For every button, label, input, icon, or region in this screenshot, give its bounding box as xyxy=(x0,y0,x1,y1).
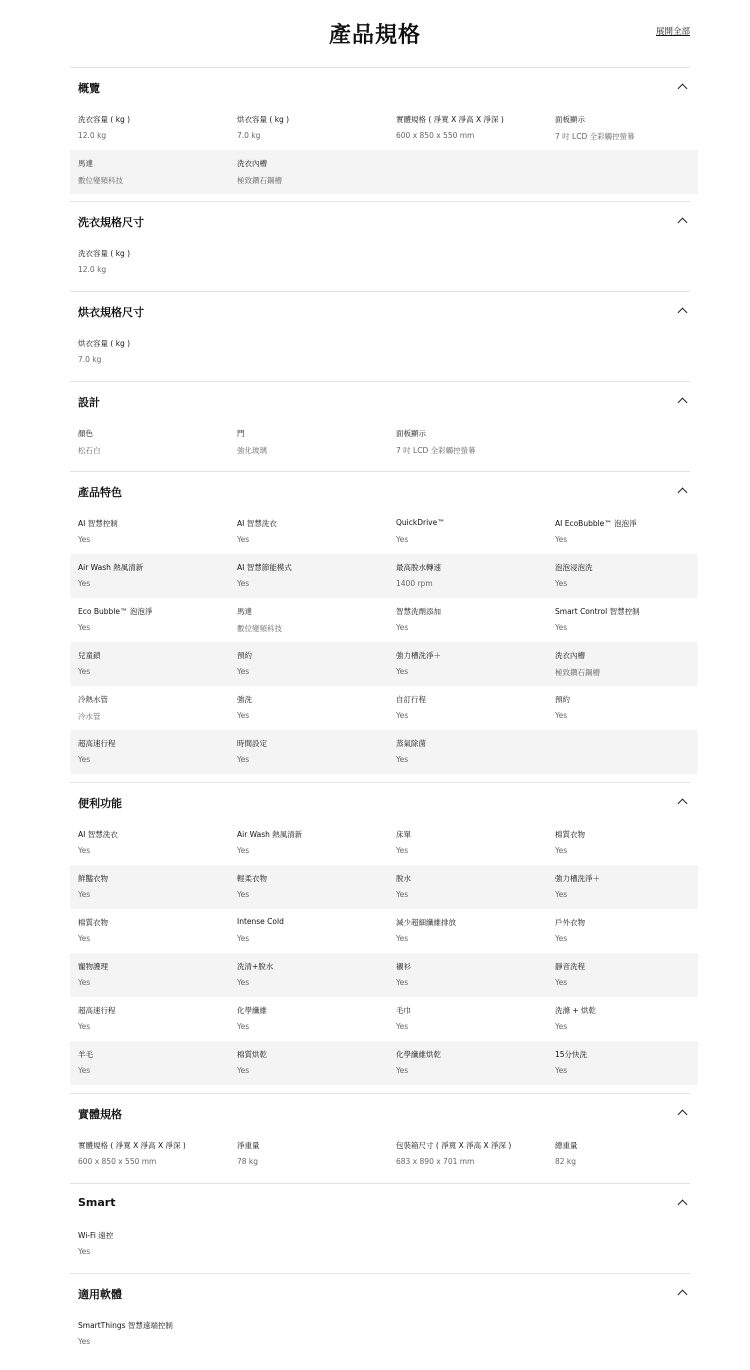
spec-label: Eco Bubble™ 泡泡淨 xyxy=(78,607,153,616)
spec-label: 輕柔衣物 xyxy=(237,874,267,883)
spec-item xyxy=(396,821,546,865)
spec-item xyxy=(237,106,387,150)
spec-label: 最高脫水轉速 xyxy=(396,563,441,572)
expand-all-link[interactable]: 展開全部 xyxy=(655,27,690,37)
spec-label: 預約 xyxy=(555,695,570,704)
section-header-convenience[interactable] xyxy=(78,782,690,822)
spec-item xyxy=(237,420,387,464)
spec-item xyxy=(237,510,387,554)
spec-item xyxy=(237,554,387,598)
spec-item xyxy=(555,953,705,997)
spec-label: 總重量 xyxy=(555,1141,578,1150)
spec-item xyxy=(396,997,546,1041)
spec-label: 馬達 xyxy=(237,607,252,616)
spec-label: 化學纖維烘乾 xyxy=(396,1050,441,1059)
spec-value: Yes xyxy=(78,535,91,544)
spec-value: Yes xyxy=(78,846,91,855)
spec-value: 600 x 850 x 550 mm xyxy=(78,1157,157,1166)
spec-value: Yes xyxy=(78,1337,91,1346)
spec-row xyxy=(70,821,698,865)
spec-label: 脫水 xyxy=(396,874,411,883)
spec-value: Yes xyxy=(78,623,91,632)
spec-label: AI 智慧節能模式 xyxy=(237,563,292,572)
spec-row xyxy=(70,1132,698,1176)
spec-row xyxy=(70,150,698,194)
spec-label: 化學纖維 xyxy=(237,1006,267,1015)
spec-label: 15分快洗 xyxy=(555,1050,588,1059)
spec-item xyxy=(78,240,228,284)
spec-value: Yes xyxy=(555,934,568,943)
section-title: Smart xyxy=(78,1196,116,1209)
spec-row xyxy=(70,909,698,953)
spec-item xyxy=(78,1041,228,1085)
spec-item xyxy=(555,686,705,730)
spec-label: 棉質烘乾 xyxy=(237,1050,267,1059)
spec-item xyxy=(396,953,546,997)
spec-item xyxy=(237,1041,387,1085)
spec-value: Yes xyxy=(396,667,409,676)
spec-item xyxy=(555,510,705,554)
spec-item xyxy=(396,642,546,686)
spec-value: Yes xyxy=(396,934,409,943)
spec-label: 強力槽洗淨＋ xyxy=(396,651,441,660)
spec-label: Intense Cold xyxy=(237,917,284,926)
section-title: 便利功能 xyxy=(78,797,122,810)
spec-row xyxy=(70,1312,698,1356)
spec-item xyxy=(555,106,705,150)
spec-row xyxy=(70,865,698,909)
spec-value: Yes xyxy=(237,890,250,899)
spec-value: Yes xyxy=(555,579,568,588)
spec-value: Yes xyxy=(237,667,250,676)
spec-row xyxy=(70,554,698,598)
spec-value: 數位變頻科技 xyxy=(237,624,282,633)
spec-label: 棉質衣物 xyxy=(555,830,585,839)
spec-value: 強化玻璃 xyxy=(237,446,267,455)
section-title: 概覽 xyxy=(78,82,100,95)
spec-label: 寵物護理 xyxy=(78,962,108,971)
spec-item xyxy=(78,953,228,997)
chevron-up-icon[interactable] xyxy=(678,398,688,408)
chevron-up-icon[interactable] xyxy=(678,1290,688,1300)
spec-value: Yes xyxy=(555,890,568,899)
spec-item xyxy=(396,510,546,554)
spec-item xyxy=(396,730,546,774)
section-header-wash-size[interactable] xyxy=(78,201,690,241)
spec-label: 烘衣容量 ( kg ) xyxy=(78,339,131,348)
spec-value: Yes xyxy=(555,1066,568,1075)
section-title: 產品特色 xyxy=(78,486,122,499)
spec-row xyxy=(70,730,698,774)
spec-value: Yes xyxy=(555,711,568,720)
page-title: 產品規格 xyxy=(328,23,421,48)
section-header-dry-size[interactable] xyxy=(78,291,690,331)
section-title: 實體規格 xyxy=(78,1108,122,1121)
spec-value: Yes xyxy=(555,978,568,987)
spec-label: 襯衫 xyxy=(396,962,411,971)
spec-label: 冷熱水管 xyxy=(78,695,108,704)
spec-value: Yes xyxy=(78,667,91,676)
spec-value: 冷水管 xyxy=(78,712,101,721)
spec-label: 實體規格 ( 淨寬 X 淨高 X 淨深 ) xyxy=(78,1141,186,1150)
spec-row xyxy=(70,642,698,686)
spec-label: 馬達 xyxy=(78,159,93,168)
spec-label: 面板顯示 xyxy=(396,429,426,438)
spec-item xyxy=(555,821,705,865)
spec-row xyxy=(70,686,698,730)
spec-item xyxy=(78,865,228,909)
spec-value: 12.0 kg xyxy=(78,131,107,140)
spec-value: Yes xyxy=(396,535,409,544)
spec-label: Wi-Fi 遠控 xyxy=(78,1231,114,1240)
spec-item xyxy=(396,554,546,598)
spec-value: 78 kg xyxy=(237,1157,259,1166)
spec-item xyxy=(237,730,387,774)
spec-value: Yes xyxy=(237,978,250,987)
spec-item xyxy=(237,821,387,865)
spec-value: Yes xyxy=(396,846,409,855)
spec-label: 靜音洗程 xyxy=(555,962,585,971)
spec-label: 床單 xyxy=(396,830,411,839)
spec-row xyxy=(70,598,698,642)
spec-label: 強力槽洗淨＋ xyxy=(555,874,600,883)
spec-value: 極致鑽石鋼槽 xyxy=(555,668,600,677)
spec-item xyxy=(396,686,546,730)
spec-item xyxy=(396,1041,546,1085)
spec-item xyxy=(78,821,228,865)
spec-item xyxy=(396,1132,546,1176)
spec-label: 毛巾 xyxy=(396,1006,411,1015)
spec-value: Yes xyxy=(237,579,250,588)
spec-item xyxy=(78,686,228,730)
spec-item xyxy=(396,106,546,150)
spec-value: Yes xyxy=(237,535,250,544)
spec-value: Yes xyxy=(237,711,250,720)
spec-row xyxy=(70,420,698,464)
spec-label: AI 智慧洗衣 xyxy=(78,830,118,839)
spec-value: Yes xyxy=(78,890,91,899)
spec-label: 戶外衣物 xyxy=(555,918,585,927)
spec-value: Yes xyxy=(555,846,568,855)
spec-item xyxy=(78,106,228,150)
spec-label: 洗衣容量 ( kg ) xyxy=(78,115,131,124)
spec-value: 7.0 kg xyxy=(78,355,102,364)
spec-label: 洗衣內槽 xyxy=(555,651,585,660)
spec-item xyxy=(78,1312,228,1356)
spec-value: Yes xyxy=(396,1022,409,1031)
spec-label: 洗衣內槽 xyxy=(237,159,267,168)
spec-row xyxy=(70,510,698,554)
spec-value: 極致鑽石鋼槽 xyxy=(237,176,282,185)
spec-value: Yes xyxy=(555,1022,568,1031)
spec-label: SmartThings 智慧遠端控制 xyxy=(78,1321,173,1330)
spec-value: 1400 rpm xyxy=(396,579,433,588)
spec-label: 洗滌 + 烘乾 xyxy=(555,1006,597,1015)
spec-label: AI 智慧控制 xyxy=(78,519,118,528)
spec-value: Yes xyxy=(396,755,409,764)
spec-value: Yes xyxy=(237,755,250,764)
section-title: 洗衣規格尺寸 xyxy=(78,216,144,229)
spec-label: 智慧洗劑添加 xyxy=(396,607,441,616)
spec-value: 683 x 890 x 701 mm xyxy=(396,1157,475,1166)
spec-value: 松石白 xyxy=(78,446,101,455)
spec-item xyxy=(237,1132,387,1176)
spec-item xyxy=(78,598,228,642)
spec-item xyxy=(396,598,546,642)
spec-item xyxy=(555,1041,705,1085)
spec-value: 82 kg xyxy=(555,1157,577,1166)
spec-value: Yes xyxy=(237,846,250,855)
spec-row xyxy=(70,1041,698,1085)
spec-label: 時間設定 xyxy=(237,739,267,748)
spec-label: 顏色 xyxy=(78,429,93,438)
spec-label: 強洗 xyxy=(237,695,252,704)
spec-item xyxy=(555,554,705,598)
spec-row xyxy=(70,997,698,1041)
section-title: 適用軟體 xyxy=(78,1288,122,1301)
spec-item xyxy=(396,865,546,909)
spec-value: Yes xyxy=(237,934,250,943)
spec-row xyxy=(70,106,698,150)
spec-value: 7 吋 LCD 全彩觸控螢幕 xyxy=(396,446,476,455)
spec-label: AI EcoBubble™ 泡泡淨 xyxy=(555,519,637,528)
spec-value: 數位變頻科技 xyxy=(78,176,123,185)
spec-item xyxy=(555,598,705,642)
spec-label: 羊毛 xyxy=(78,1050,93,1059)
spec-item xyxy=(78,330,228,374)
spec-value: Yes xyxy=(555,535,568,544)
section-title: 烘衣規格尺寸 xyxy=(78,306,144,319)
spec-label: 實體規格 ( 淨寬 X 淨高 X 淨深 ) xyxy=(396,115,504,124)
section-title: 設計 xyxy=(78,396,100,409)
spec-value: 7 吋 LCD 全彩觸控螢幕 xyxy=(555,132,635,141)
spec-row xyxy=(70,240,698,284)
spec-item xyxy=(78,909,228,953)
spec-item xyxy=(237,997,387,1041)
spec-value: Yes xyxy=(78,755,91,764)
spec-label: QuickDrive™ xyxy=(396,518,445,527)
spec-label: 洗衣容量 ( kg ) xyxy=(78,249,131,258)
spec-label: 包裝箱尺寸 ( 淨寬 X 淨高 X 淨深 ) xyxy=(396,1141,512,1150)
spec-label: 預約 xyxy=(237,651,252,660)
chevron-up-icon[interactable] xyxy=(678,799,688,809)
section-header-physical[interactable] xyxy=(78,1093,690,1133)
spec-label: 兒童鎖 xyxy=(78,651,101,660)
spec-item xyxy=(78,510,228,554)
spec-value: Yes xyxy=(396,978,409,987)
spec-item xyxy=(396,420,546,464)
spec-label: 減少超細纖維排放 xyxy=(396,918,456,927)
spec-label: 洗清+脫水 xyxy=(237,962,274,971)
chevron-up-icon[interactable] xyxy=(678,488,688,498)
spec-value: Yes xyxy=(78,1247,91,1256)
spec-label: 鮮豔衣物 xyxy=(78,874,108,883)
spec-item xyxy=(237,686,387,730)
spec-label: 泡泡浸泡洗 xyxy=(555,563,593,572)
spec-label: 面板顯示 xyxy=(555,115,585,124)
section-header-software[interactable] xyxy=(78,1273,690,1313)
spec-value: 7.0 kg xyxy=(237,131,261,140)
spec-value: Yes xyxy=(237,1066,250,1075)
spec-value: Yes xyxy=(78,1022,91,1031)
spec-value: Yes xyxy=(78,978,91,987)
spec-item xyxy=(78,642,228,686)
spec-item xyxy=(555,865,705,909)
spec-label: 烘衣容量 ( kg ) xyxy=(237,115,290,124)
spec-item xyxy=(78,1132,228,1176)
spec-value: Yes xyxy=(78,579,91,588)
spec-item xyxy=(237,909,387,953)
spec-item xyxy=(78,997,228,1041)
spec-value: Yes xyxy=(396,623,409,632)
section-header-overview[interactable] xyxy=(78,67,690,107)
chevron-up-icon[interactable] xyxy=(678,1200,688,1210)
section-header-features[interactable] xyxy=(78,471,690,511)
spec-value: Yes xyxy=(396,1066,409,1075)
chevron-up-icon[interactable] xyxy=(678,84,688,94)
spec-value: Yes xyxy=(78,1066,91,1075)
spec-item xyxy=(78,730,228,774)
spec-label: Air Wash 熱風清新 xyxy=(78,563,144,572)
spec-item xyxy=(237,598,387,642)
spec-label: 蒸氣除菌 xyxy=(396,739,426,748)
spec-value: 12.0 kg xyxy=(78,265,107,274)
spec-label: Smart Control 智慧控制 xyxy=(555,607,640,616)
spec-label: 淨重量 xyxy=(237,1141,260,1150)
spec-value: Yes xyxy=(396,890,409,899)
spec-row xyxy=(70,1222,698,1266)
spec-label: 門 xyxy=(237,429,245,438)
spec-row xyxy=(70,330,698,374)
spec-value: 600 x 850 x 550 mm xyxy=(396,131,475,140)
spec-item xyxy=(78,1222,228,1266)
spec-item xyxy=(78,420,228,464)
spec-item xyxy=(396,909,546,953)
spec-label: Air Wash 熱風清新 xyxy=(237,830,303,839)
spec-label: 自訂行程 xyxy=(396,695,426,704)
spec-label: 超高速行程 xyxy=(78,739,116,748)
section-header-design[interactable] xyxy=(78,381,690,421)
spec-item xyxy=(555,909,705,953)
spec-item xyxy=(237,865,387,909)
spec-item xyxy=(237,642,387,686)
spec-item xyxy=(555,997,705,1041)
spec-value: Yes xyxy=(555,623,568,632)
spec-value: Yes xyxy=(396,711,409,720)
spec-value: Yes xyxy=(78,934,91,943)
chevron-up-icon[interactable] xyxy=(678,218,688,228)
chevron-up-icon[interactable] xyxy=(678,1110,688,1120)
spec-item xyxy=(78,150,228,194)
spec-value: Yes xyxy=(237,1022,250,1031)
spec-item xyxy=(237,953,387,997)
spec-row xyxy=(70,953,698,997)
spec-label: 超高速行程 xyxy=(78,1006,116,1015)
spec-label: AI 智慧洗衣 xyxy=(237,519,277,528)
spec-item xyxy=(555,642,705,686)
section-header-smart[interactable] xyxy=(78,1183,690,1223)
spec-item xyxy=(555,1132,705,1176)
spec-label: 棉質衣物 xyxy=(78,918,108,927)
chevron-up-icon[interactable] xyxy=(678,308,688,318)
spec-item xyxy=(78,554,228,598)
spec-item xyxy=(237,150,387,194)
